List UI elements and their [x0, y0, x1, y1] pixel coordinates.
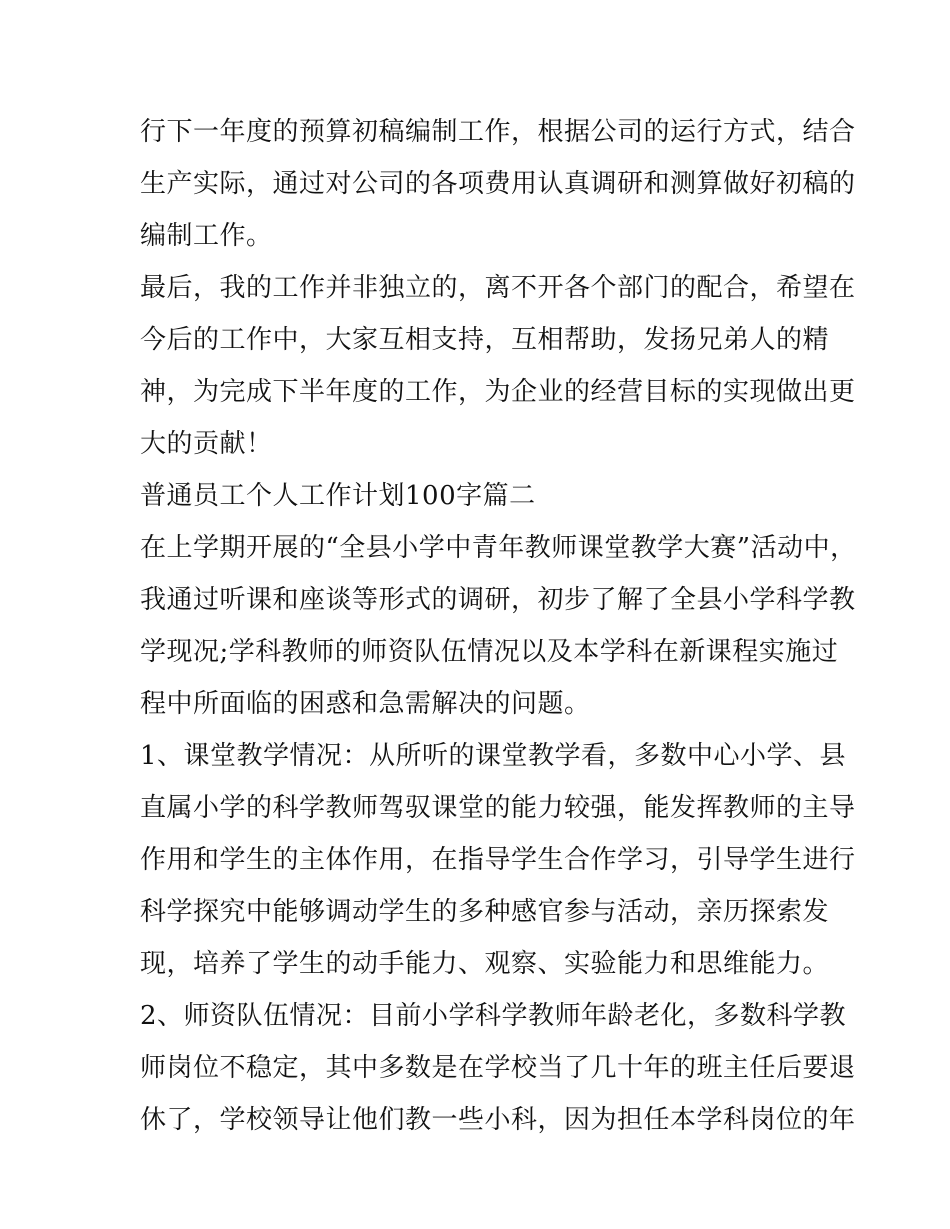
- text-line: 大的贡献！: [140, 429, 273, 459]
- text-line: 学现况;学科教师的师资队伍情况以及本学科在新课程实施过: [140, 637, 839, 667]
- text-line: 科学探究中能够调动学生的多种感官参与活动，亲历探索发: [140, 897, 830, 927]
- text-line: 休了，学校领导让他们教一些小科，因为担任本学科岗位的年: [140, 1105, 856, 1135]
- text-line: 在上学期开展的“全县小学中青年教师课堂教学大赛”活动中，: [140, 533, 857, 563]
- text-line: 编制工作。: [140, 221, 273, 251]
- text-line: 2、师资队伍情况：目前小学科学教师年龄老化，多数科学教: [140, 1001, 847, 1031]
- text-line: 直属小学的科学教师驾驭课堂的能力较强，能发挥教师的主导: [140, 793, 856, 823]
- text-line: 生产实际，通过对公司的各项费用认真调研和测算做好初稿的: [140, 169, 856, 199]
- text-line: 我通过听课和座谈等形式的调研，初步了解了全县小学科学教: [140, 585, 856, 615]
- text-line: 最后，我的工作并非独立的，离不开各个部门的配合，希望在: [140, 273, 856, 303]
- text-line: 神，为完成下半年度的工作，为企业的经营目标的实现做出更: [140, 377, 856, 407]
- text-line: 1、课堂教学情况：从所听的课堂教学看，多数中心小学、县: [140, 741, 847, 771]
- text-line: 程中所面临的困惑和急需解决的问题。: [140, 689, 591, 719]
- text-line: 今后的工作中，大家互相支持，互相帮助，发扬兄弟人的精: [140, 325, 830, 355]
- text-line: 行下一年度的预算初稿编制工作，根据公司的运行方式，结合: [140, 117, 856, 147]
- text-line: 现，培养了学生的动手能力、观察、实验能力和思维能力。: [140, 949, 830, 979]
- section-heading: 普通员工个人工作计划100字篇二: [140, 481, 536, 511]
- text-line: 师岗位不稳定，其中多数是在学校当了几十年的班主任后要退: [140, 1053, 856, 1083]
- text-line: 作用和学生的主体作用，在指导学生合作学习，引导学生进行: [140, 845, 856, 875]
- document-body: [140, 106, 857, 1146]
